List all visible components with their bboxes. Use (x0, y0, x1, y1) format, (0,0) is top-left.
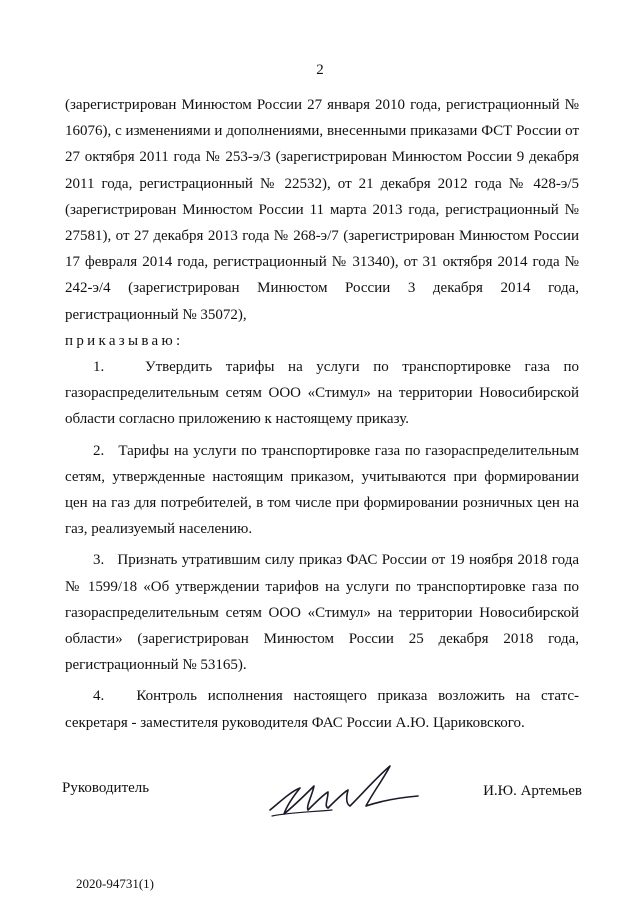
list-item-3 (65, 547, 579, 678)
list-item-text: Контроль исполнения настоящего приказа возложить на статс-секретаря - заместителя руководителя ФАС России А.Ю. Цариковского. (65, 688, 580, 731)
list-item-2 (65, 438, 579, 543)
list-item-text: Признать утратившим силу приказ ФАС России от 19 ноября 2018 года № 1599/18 «Об утверждении тарифов на услуги по транспортировке газа по газораспределительным сетям ООО «Стимул» на территории Новосибирской области» (зарегистрирован Минюстом России 25 декабря 2018 года, регистрационный № 53165). (65, 552, 580, 674)
list-item-number: 2. (93, 442, 105, 459)
list-item-text: Тарифы на услуги по транспортировке газа по газораспределительным сетям, утвержденные настоящим приказом, учитываются при формировании цен на газ для потребителей, в том числе при формировании розничных цен на газ, реализуемый населению. (65, 442, 580, 538)
list-item-number: 4. (93, 688, 105, 705)
handwritten-signature (262, 758, 422, 824)
list-item-number: 1. (93, 359, 105, 376)
list-item-text: Утвердить тарифы на услуги по транспортировке газа по газораспределительным сетям ООО «Стимул» на территории Новосибирской области согласно приложению к настоящему приказу. (65, 359, 580, 428)
page-number: 2 (316, 62, 324, 78)
signatory-name: И.Ю. Артемьев (483, 783, 582, 799)
list-item-4 (65, 683, 579, 735)
list-item-number: 3. (93, 552, 105, 569)
orders-word: приказываю: (65, 332, 184, 349)
document-number: 2020-94731(1) (76, 876, 154, 891)
signatory-title: Руководитель (62, 780, 150, 796)
intro-paragraph: (зарегистрирован Минюстом России 27 января 2010 года, регистрационный № 16076), с изменениями и дополнениями, внесенными приказами ФСТ России от 27 октября 2011 года № 253-э/3 (зарегистрирован Минюстом России 9 декабря 2011 года, регистрационный № 22532), от 21 декабря 2012 года № 428-э/5 (зарегистрирован Минюстом России 11 марта 2013 года, регистрационный № 27581), от 27 декабря 2013 года № 268-э/7 (зарегистрирован Минюстом России 17 февраля 2014 года, регистрационный № 31340), от 31 октября 2014 года № 242-э/4 (зарегистрирован Минюстом России 3 декабря 2014 года, регистрационный № 35072), (65, 97, 579, 323)
document-body (65, 92, 579, 741)
list-item-1 (65, 354, 579, 433)
